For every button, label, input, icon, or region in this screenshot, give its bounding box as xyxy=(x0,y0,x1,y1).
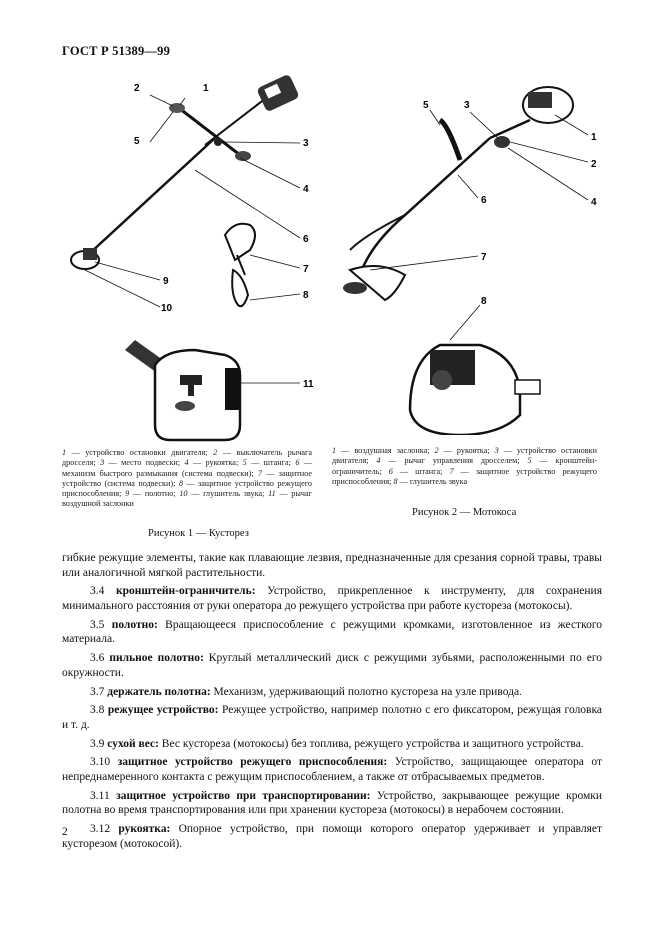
svg-text:4: 4 xyxy=(591,197,597,208)
legend-entry: 2 — рукоятка; xyxy=(434,446,495,455)
document-header: ГОСТ Р 51389—99 xyxy=(62,44,171,58)
legend-entry: 2 — выключатель рычага дросселя; xyxy=(62,448,312,468)
definition-3-8: 3.8 режущее устройство: Режущее устройство, например полотно с его фиксатором, режущая головка и т. д. xyxy=(62,704,603,731)
svg-text:5: 5 xyxy=(423,100,429,111)
legend-entry: 6 — механизм быстрого размыкания (система подвески); xyxy=(62,458,312,478)
svg-text:5: 5 xyxy=(134,136,140,147)
svg-text:6: 6 xyxy=(303,234,309,245)
legend-entry: 11 — рычаг воздушной заслонки xyxy=(62,489,312,509)
legend-entry: 10 — глушитель звука; xyxy=(179,489,269,499)
svg-text:11: 11 xyxy=(303,379,314,390)
figure1-legend xyxy=(62,448,312,510)
svg-text:7: 7 xyxy=(303,264,309,275)
legend-entry: 7 — защитное устройство (система подвески); xyxy=(62,468,312,488)
svg-text:6: 6 xyxy=(481,195,487,206)
definition-3-11: 3.11 защитное устройство при транспортировании: Устройство, закрывающее режущие кромки полотна во время транспортирования или при хранении кустореза (мотокосы) в нерабочем состоянии. xyxy=(62,789,603,817)
definition-3-7: 3.7 держатель полотна: Механизм, удерживающий полотно кустореза на узле привода. xyxy=(90,685,522,698)
legend-entry: 5 — кронштейн-ограничитель; xyxy=(332,456,597,476)
legend-entry: 1 — устройство остановки двигателя; xyxy=(62,448,214,457)
legend-entry: 3 — место подвески; xyxy=(100,458,185,468)
svg-text:3: 3 xyxy=(464,100,470,111)
legend-entry: 8 — защитное устройство режущего приспособления; xyxy=(62,478,312,499)
svg-text:8: 8 xyxy=(481,296,487,307)
svg-text:9: 9 xyxy=(163,276,169,287)
figure2-legend xyxy=(332,446,597,487)
svg-text:10: 10 xyxy=(161,303,173,314)
svg-text:3: 3 xyxy=(303,138,309,149)
svg-text:7: 7 xyxy=(481,252,487,263)
definition-3-10: 3.10 защитное устройство режущего приспособления: Устройство, защищающее оператора от непреднамеренного контакта с режущим приспособлением, а также от отбрасываемых предметов. xyxy=(62,756,603,784)
definition-3-4: 3.4 кронштейн-ограничитель: Устройство, прикрепленное к инструменту, для сохранения минимального расстояния от руки оператора до режущего устройства при работе кустореза (мотокосы). xyxy=(62,585,603,612)
svg-text:2: 2 xyxy=(134,83,140,94)
definition-3-6: 3.6 пильное полотно: Круглый металлический диск с режущими зубьями, расположенными по его окружности. xyxy=(62,652,603,679)
figure1-brushcutter-drawing xyxy=(55,70,335,445)
legend-entry: 4 — рычаг управления дросселем; xyxy=(376,456,528,466)
svg-text:1: 1 xyxy=(203,83,209,94)
legend-entry: 6 — штанга; xyxy=(388,466,450,476)
definition-3-5: 3.5 полотно: Вращающееся приспособление с режущими кромками, изготовленное из жесткого материала. xyxy=(62,618,603,646)
body-text xyxy=(62,551,602,856)
svg-text:2: 2 xyxy=(591,159,597,170)
legend-entry: 8 — глушитель звука xyxy=(393,476,468,486)
figure2-trimmer-drawing xyxy=(330,70,620,435)
legend-entry: 3 — устройство остановки двигателя; xyxy=(332,446,597,466)
figure1-caption: Рисунок 1 — Кусторез xyxy=(148,528,249,539)
svg-text:4: 4 xyxy=(303,184,309,195)
legend-entry: 7 — защитное устройство режущего приспособления; xyxy=(332,466,598,486)
svg-text:1: 1 xyxy=(591,132,597,143)
figure2-caption: Рисунок 2 — Мотокоса xyxy=(412,507,517,518)
definition-3-9: 3.9 сухой вес: Вес кустореза (мотокосы) без топлива, режущего устройства и защитного устройства. xyxy=(90,737,584,750)
paragraph: гибкие режущие элементы, такие как плавающие лезвия, предназначенные для срезания сорной травы, травы или аналогичной мягкой растительности. xyxy=(62,552,602,579)
definition-3-12: 3.12 рукоятка: Опорное устройство, при помощи которого оператор удерживает и управляет кусторезом (мотокосой). xyxy=(62,823,602,850)
page-number: 2 xyxy=(62,826,68,838)
legend-entry: 9 — полотно; xyxy=(125,489,180,499)
legend-entry: 5 — штанга; xyxy=(242,458,296,468)
svg-text:8: 8 xyxy=(303,290,309,301)
legend-entry: 4 — рукоятка; xyxy=(184,458,243,468)
legend-entry: 1 — воздушная заслонка; xyxy=(332,446,435,455)
